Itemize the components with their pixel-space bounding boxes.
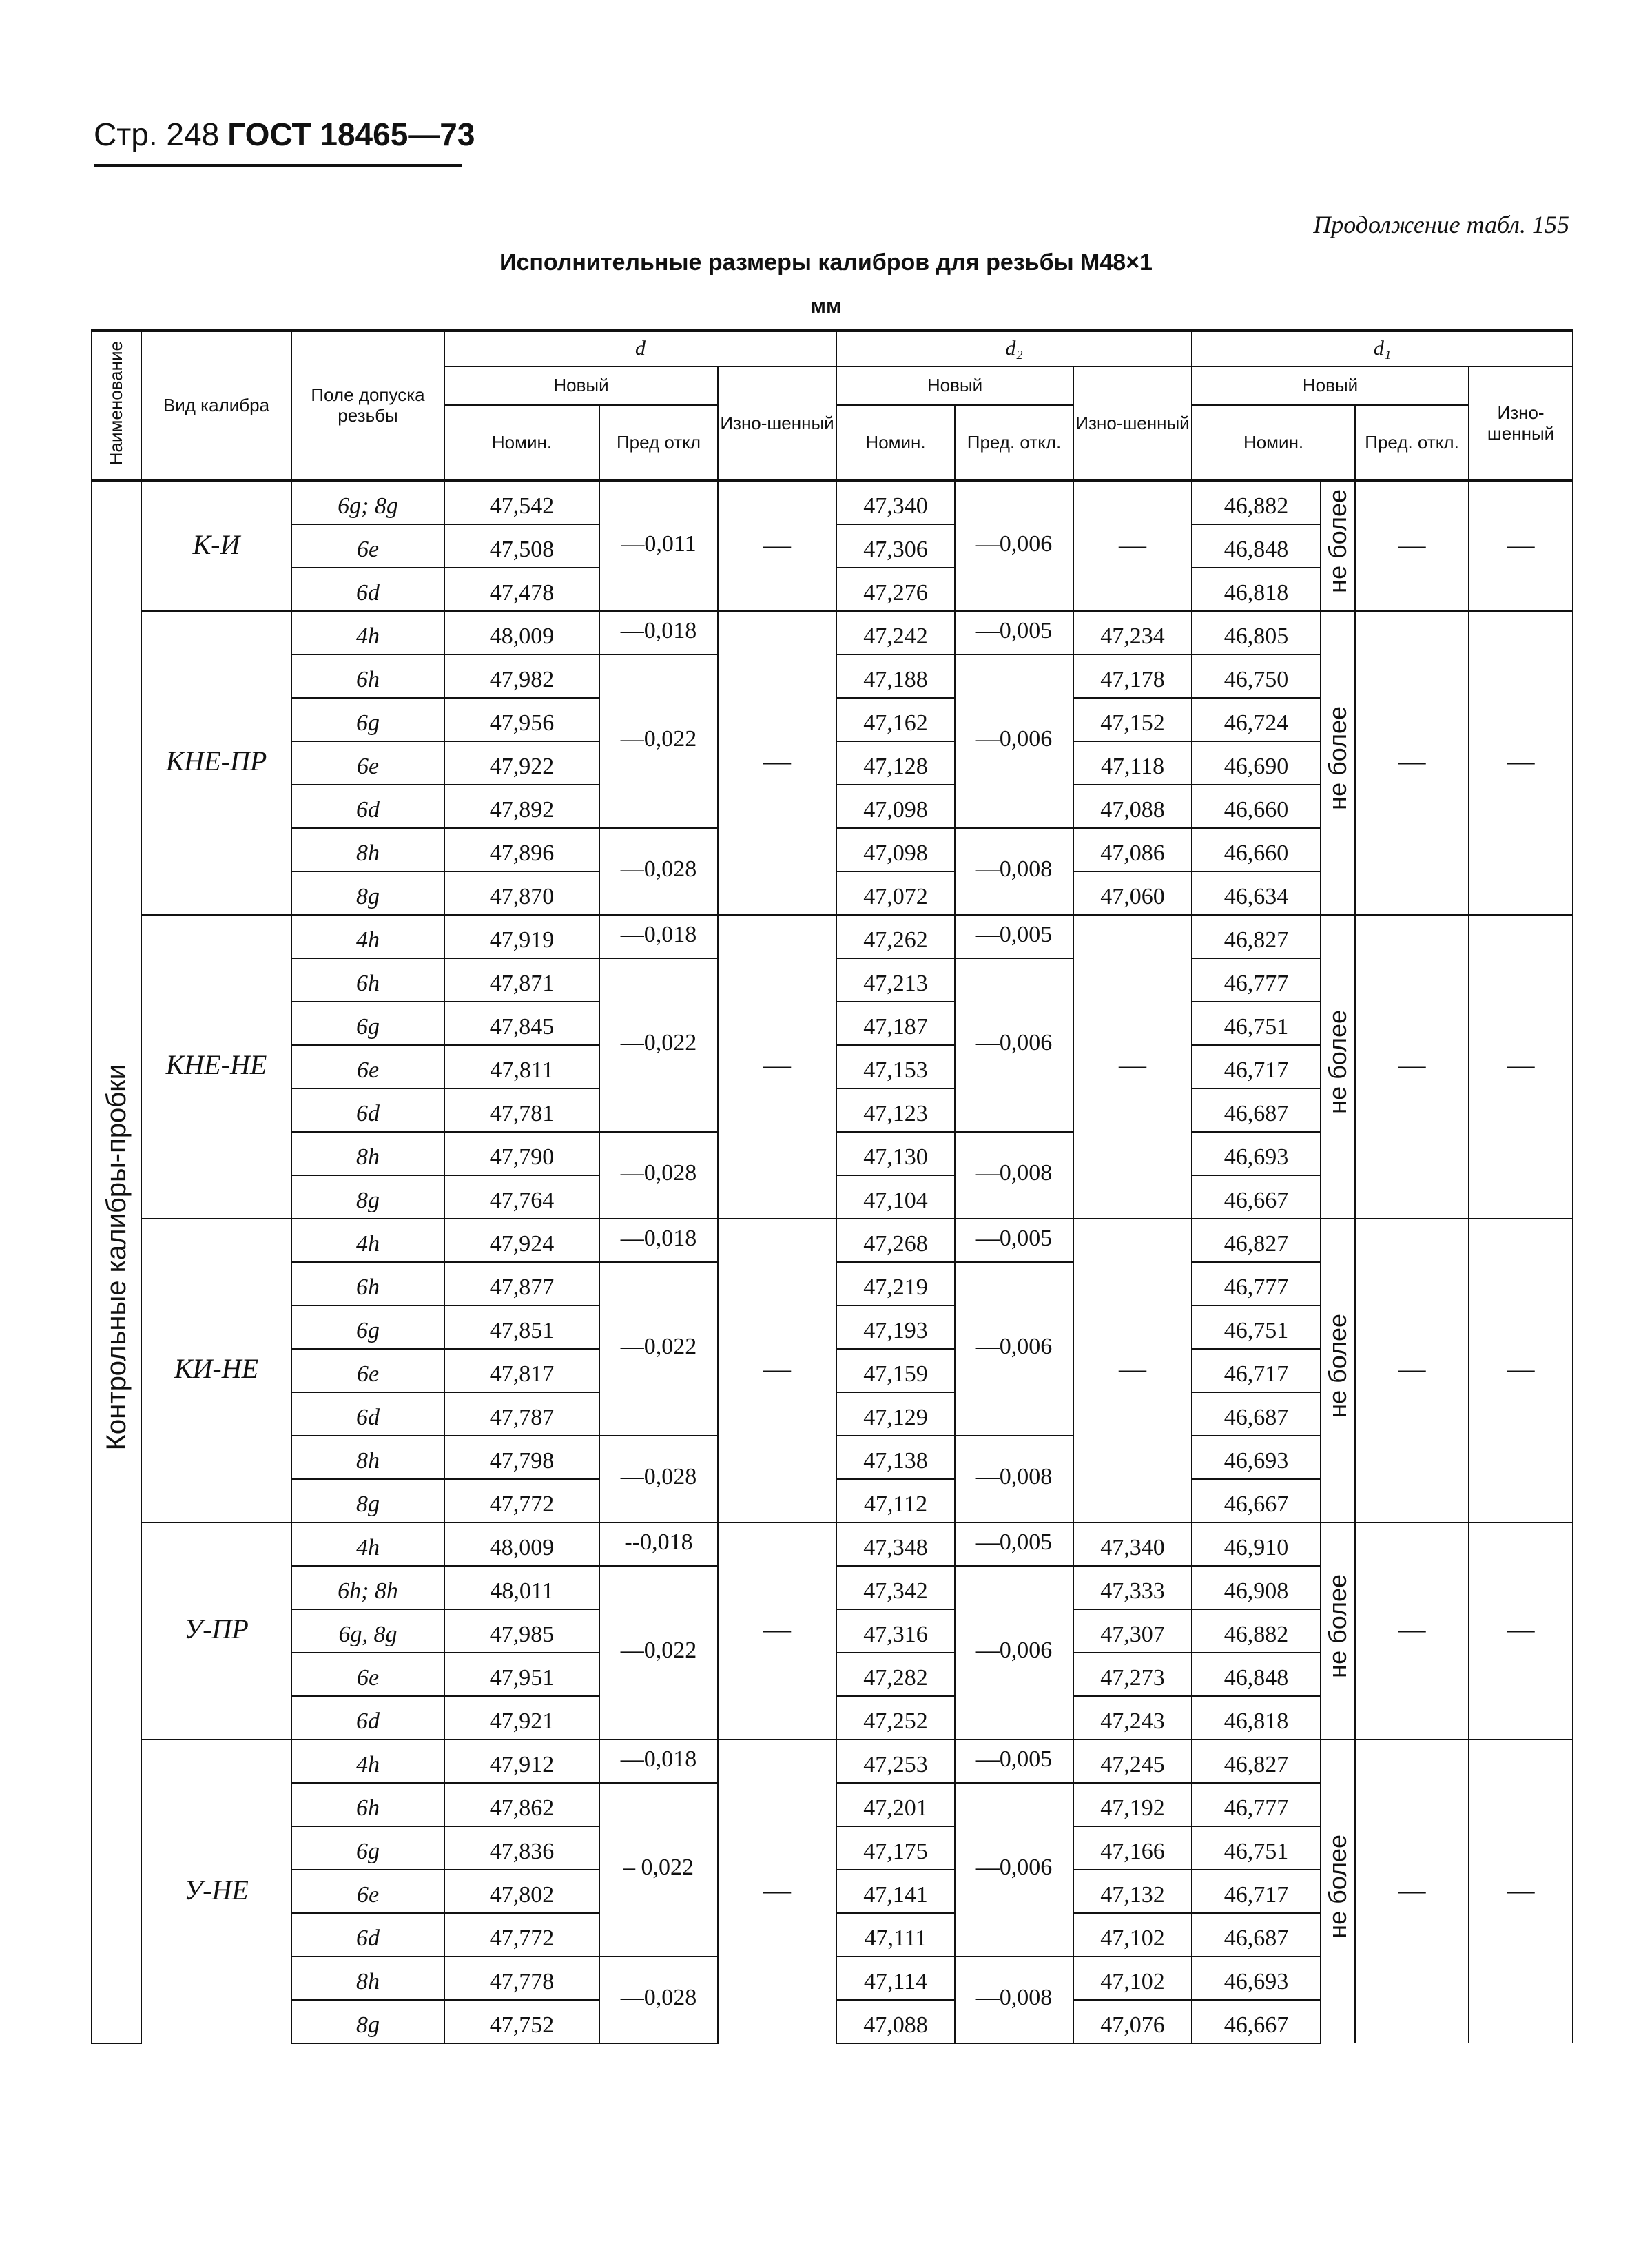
tolerance-field: 6g; 8g	[291, 481, 444, 524]
d2-nominal: 47,138	[836, 1436, 955, 1479]
d2-nominal: 47,348	[836, 1522, 955, 1566]
d2-nominal: 47,072	[836, 871, 955, 915]
header-d2: d₂	[836, 331, 1192, 366]
tolerance-field: 4h	[291, 1739, 444, 1783]
d-nominal: 47,778	[444, 1957, 599, 2000]
tolerance-field: 6g, 8g	[291, 1609, 444, 1653]
d-nominal: 47,845	[444, 1002, 599, 1045]
d1-worn: —	[1469, 1219, 1573, 1522]
d-worn: —	[718, 611, 836, 915]
tolerance-field: 6h	[291, 958, 444, 1002]
d-worn: —	[718, 1219, 836, 1522]
d2-worn: 47,243	[1073, 1696, 1192, 1739]
tolerance-field: 8g	[291, 1479, 444, 1522]
d2-deviation: —0,008	[955, 1957, 1073, 2043]
d1-nominal: 46,634	[1192, 871, 1321, 915]
d1-nominal: 46,693	[1192, 1436, 1321, 1479]
d-nominal: 47,790	[444, 1132, 599, 1175]
header-d-dev: Пред откл	[599, 405, 718, 481]
d1-nominal: 46,848	[1192, 1653, 1321, 1696]
tolerance-field: 6d	[291, 1696, 444, 1739]
d2-nominal: 47,130	[836, 1132, 955, 1175]
d1-nominal: 46,751	[1192, 1826, 1321, 1870]
d2-deviation: —0,005	[955, 1219, 1073, 1262]
tolerance-field: 6e	[291, 741, 444, 785]
header-kind: Вид калибра	[141, 331, 291, 481]
tolerance-field: 6g	[291, 1002, 444, 1045]
d2-worn: —	[1073, 481, 1192, 611]
d-deviation: —0,022	[599, 1262, 718, 1436]
d2-deviation: —0,006	[955, 481, 1073, 611]
d1-nominal: 46,724	[1192, 698, 1321, 741]
d-nominal: 48,009	[444, 1522, 599, 1566]
d-deviation: —0,018	[599, 915, 718, 958]
tolerance-field: 6g	[291, 1305, 444, 1349]
tolerance-field: 8h	[291, 1132, 444, 1175]
d2-nominal: 47,340	[836, 481, 955, 524]
d-nominal: 47,787	[444, 1392, 599, 1436]
d2-nominal: 47,129	[836, 1392, 955, 1436]
d-nominal: 48,009	[444, 611, 599, 654]
header-d1-nom: Номин.	[1192, 405, 1355, 481]
d-nominal: 47,811	[444, 1045, 599, 1088]
d-deviation: —0,022	[599, 654, 718, 828]
d2-nominal: 47,098	[836, 828, 955, 871]
d2-nominal: 47,276	[836, 568, 955, 611]
tolerance-field: 4h	[291, 611, 444, 654]
d-nominal: 47,956	[444, 698, 599, 741]
tolerance-field: 8h	[291, 828, 444, 871]
tolerance-field: 6e	[291, 1349, 444, 1392]
table-row	[92, 1739, 1573, 1783]
d2-worn: 47,273	[1073, 1653, 1192, 1696]
d2-deviation: —0,005	[955, 915, 1073, 958]
gauge-kind: К-И	[141, 481, 291, 611]
side-label-cell: Контрольные калибры-пробки	[92, 481, 141, 2043]
d1-deviation: —	[1355, 1522, 1469, 1739]
d2-worn: 47,192	[1073, 1783, 1192, 1826]
d-nominal: 47,919	[444, 915, 599, 958]
d2-nominal: 47,242	[836, 611, 955, 654]
d2-worn: 47,086	[1073, 828, 1192, 871]
d1-nominal: 46,827	[1192, 1219, 1321, 1262]
d1-nominal: 46,848	[1192, 524, 1321, 568]
tolerance-field: 6h	[291, 1262, 444, 1305]
d1-worn: —	[1469, 481, 1573, 611]
d-deviation: —0,018	[599, 611, 718, 654]
gauge-kind: КНЕ-ПР	[141, 611, 291, 915]
d-deviation: —0,011	[599, 481, 718, 611]
table-body	[92, 481, 1573, 2043]
d2-worn: 47,307	[1073, 1609, 1192, 1653]
d1-nominal: 46,827	[1192, 915, 1321, 958]
tolerance-field: 6d	[291, 1913, 444, 1957]
d2-nominal: 47,153	[836, 1045, 955, 1088]
d2-worn: 47,333	[1073, 1566, 1192, 1609]
table-row	[92, 1219, 1573, 1262]
tolerance-field: 4h	[291, 915, 444, 958]
d-deviation: —0,028	[599, 1436, 718, 1522]
d1-nominal: 46,882	[1192, 1609, 1321, 1653]
not-more-label: не более	[1321, 611, 1355, 915]
d1-nominal: 46,777	[1192, 958, 1321, 1002]
d1-nominal: 46,751	[1192, 1002, 1321, 1045]
d1-worn: —	[1469, 1739, 1573, 2043]
d1-nominal: 46,690	[1192, 741, 1321, 785]
d2-nominal: 47,112	[836, 1479, 955, 1522]
d2-worn: —	[1073, 1219, 1192, 1522]
table-row	[92, 481, 1573, 524]
d2-deviation: —0,006	[955, 1783, 1073, 1957]
d2-nominal: 47,188	[836, 654, 955, 698]
header-d2-worn: Изно-шенный	[1073, 366, 1192, 481]
tolerance-field: 8g	[291, 2000, 444, 2043]
d2-nominal: 47,252	[836, 1696, 955, 1739]
gost-number: ГОСТ 18465—73	[227, 116, 475, 152]
d-nominal: 48,011	[444, 1566, 599, 1609]
d-nominal: 47,851	[444, 1305, 599, 1349]
d1-deviation: —	[1355, 1219, 1469, 1522]
d1-nominal: 46,805	[1192, 611, 1321, 654]
tolerance-field: 8g	[291, 1175, 444, 1219]
tolerance-field: 6d	[291, 785, 444, 828]
d-nominal: 47,924	[444, 1219, 599, 1262]
d-nominal: 47,542	[444, 481, 599, 524]
d2-worn: 47,088	[1073, 785, 1192, 828]
gauge-kind: У-ПР	[141, 1522, 291, 1739]
tolerance-field: 6g	[291, 698, 444, 741]
page-number: Стр. 248	[94, 116, 220, 152]
d1-nominal: 46,827	[1192, 1739, 1321, 1783]
d2-nominal: 47,088	[836, 2000, 955, 2043]
d-nominal: 47,985	[444, 1609, 599, 1653]
d-nominal: 47,896	[444, 828, 599, 871]
d-nominal: 47,870	[444, 871, 599, 915]
d1-nominal: 46,818	[1192, 568, 1321, 611]
d2-worn: 47,245	[1073, 1739, 1192, 1783]
d-deviation: —0,028	[599, 1957, 718, 2043]
d-nominal: 47,781	[444, 1088, 599, 1132]
d2-worn: 47,102	[1073, 1957, 1192, 2000]
d2-nominal: 47,187	[836, 1002, 955, 1045]
table-row	[92, 1522, 1573, 1566]
d2-deviation: —0,006	[955, 958, 1073, 1132]
d2-nominal: 47,098	[836, 785, 955, 828]
d1-nominal: 46,751	[1192, 1305, 1321, 1349]
d-deviation: —0,022	[599, 958, 718, 1132]
d1-deviation: —	[1355, 1739, 1469, 2043]
tolerance-field: 6h; 8h	[291, 1566, 444, 1609]
d-nominal: 47,922	[444, 741, 599, 785]
page-header	[94, 116, 475, 153]
d2-nominal: 47,282	[836, 1653, 955, 1696]
d-nominal: 47,772	[444, 1479, 599, 1522]
d2-deviation: —0,006	[955, 1262, 1073, 1436]
d2-worn: 47,076	[1073, 2000, 1192, 2043]
d1-nominal: 46,908	[1192, 1566, 1321, 1609]
d2-nominal: 47,253	[836, 1739, 955, 1783]
table-title: Исполнительные размеры калибров для резьбы М48×1	[499, 249, 1153, 276]
tolerance-field: 6d	[291, 1088, 444, 1132]
tolerance-field: 4h	[291, 1219, 444, 1262]
d1-worn: —	[1469, 611, 1573, 915]
d2-nominal: 47,123	[836, 1088, 955, 1132]
d1-nominal: 46,717	[1192, 1870, 1321, 1913]
d2-nominal: 47,162	[836, 698, 955, 741]
tolerance-field: 6e	[291, 1045, 444, 1088]
d2-worn: —	[1073, 915, 1192, 1219]
d1-nominal: 46,910	[1192, 1522, 1321, 1566]
gauge-kind: КИ-НЕ	[141, 1219, 291, 1522]
d2-nominal: 47,342	[836, 1566, 955, 1609]
not-more-label: не более	[1321, 481, 1355, 611]
tolerance-field: 8h	[291, 1957, 444, 2000]
d2-nominal: 47,175	[836, 1826, 955, 1870]
d-worn: —	[718, 1522, 836, 1739]
table-row	[92, 611, 1573, 654]
d-worn: —	[718, 1739, 836, 2043]
d-nominal: 47,764	[444, 1175, 599, 1219]
header-rule	[94, 164, 462, 167]
d2-nominal: 47,213	[836, 958, 955, 1002]
d2-nominal: 47,193	[836, 1305, 955, 1349]
d2-worn: 47,340	[1073, 1522, 1192, 1566]
d2-deviation: —0,008	[955, 1132, 1073, 1219]
d2-worn: 47,060	[1073, 871, 1192, 915]
d1-nominal: 46,687	[1192, 1088, 1321, 1132]
d2-nominal: 47,201	[836, 1783, 955, 1826]
d1-nominal: 46,687	[1192, 1913, 1321, 1957]
d2-deviation: —0,005	[955, 611, 1073, 654]
not-more-label: не более	[1321, 1522, 1355, 1739]
d1-nominal: 46,717	[1192, 1045, 1321, 1088]
d2-nominal: 47,159	[836, 1349, 955, 1392]
header-name: Наименование	[92, 331, 141, 481]
header-d-nom: Номин.	[444, 405, 599, 481]
tolerance-field: 6g	[291, 1826, 444, 1870]
header-d1-worn: Изно-шенный	[1469, 366, 1573, 481]
d1-nominal: 46,750	[1192, 654, 1321, 698]
d-nominal: 47,912	[444, 1739, 599, 1783]
d1-nominal: 46,693	[1192, 1957, 1321, 2000]
d-nominal: 47,752	[444, 2000, 599, 2043]
d2-deviation: —0,008	[955, 1436, 1073, 1522]
d2-nominal: 47,104	[836, 1175, 955, 1219]
d1-worn: —	[1469, 915, 1573, 1219]
d2-nominal: 47,128	[836, 741, 955, 785]
tolerance-field: 6e	[291, 524, 444, 568]
units-label: мм	[810, 295, 842, 318]
not-more-label: не более	[1321, 1739, 1355, 2043]
d-nominal: 47,951	[444, 1653, 599, 1696]
tolerance-field: 6e	[291, 1653, 444, 1696]
d1-worn: —	[1469, 1522, 1573, 1739]
d-nominal: 47,508	[444, 524, 599, 568]
d-nominal: 47,798	[444, 1436, 599, 1479]
tolerance-field: 6d	[291, 568, 444, 611]
tolerance-field: 6h	[291, 654, 444, 698]
d1-nominal: 46,717	[1192, 1349, 1321, 1392]
d-deviation: —0,018	[599, 1219, 718, 1262]
d2-nominal: 47,262	[836, 915, 955, 958]
d-nominal: 47,862	[444, 1783, 599, 1826]
gauge-kind: КНЕ-НЕ	[141, 915, 291, 1219]
d1-nominal: 46,667	[1192, 1479, 1321, 1522]
d1-deviation: —	[1355, 611, 1469, 915]
tolerance-field: 8h	[291, 1436, 444, 1479]
d2-worn: 47,132	[1073, 1870, 1192, 1913]
d2-worn: 47,166	[1073, 1826, 1192, 1870]
continuation-note: Продолжение табл. 155	[1313, 211, 1569, 238]
d1-nominal: 46,660	[1192, 785, 1321, 828]
d1-nominal: 46,777	[1192, 1262, 1321, 1305]
d2-nominal: 47,316	[836, 1609, 955, 1653]
d-nominal: 47,871	[444, 958, 599, 1002]
d2-deviation: —0,006	[955, 1566, 1073, 1739]
d-nominal: 47,921	[444, 1696, 599, 1739]
d1-deviation: —	[1355, 481, 1469, 611]
d-deviation: —0,028	[599, 1132, 718, 1219]
d-nominal: 47,817	[444, 1349, 599, 1392]
d1-nominal: 46,693	[1192, 1132, 1321, 1175]
header-d2-new: Новый	[836, 366, 1073, 405]
header-d2-dev: Пред. откл.	[955, 405, 1073, 481]
d1-nominal: 46,777	[1192, 1783, 1321, 1826]
d1-nominal: 46,667	[1192, 2000, 1321, 2043]
d-nominal: 47,982	[444, 654, 599, 698]
d-deviation: —0,022	[599, 1566, 718, 1739]
d1-nominal: 46,660	[1192, 828, 1321, 871]
d-nominal: 47,836	[444, 1826, 599, 1870]
header-d: d	[444, 331, 836, 366]
d-nominal: 47,877	[444, 1262, 599, 1305]
d2-nominal: 47,114	[836, 1957, 955, 2000]
d1-nominal: 46,687	[1192, 1392, 1321, 1436]
d-worn: —	[718, 481, 836, 611]
d1-nominal: 46,818	[1192, 1696, 1321, 1739]
d-nominal: 47,772	[444, 1913, 599, 1957]
table-row	[92, 915, 1573, 958]
d2-worn: 47,102	[1073, 1913, 1192, 1957]
d2-worn: 47,118	[1073, 741, 1192, 785]
d2-nominal: 47,306	[836, 524, 955, 568]
d2-deviation: —0,008	[955, 828, 1073, 915]
d2-worn: 47,234	[1073, 611, 1192, 654]
tolerance-field: 6h	[291, 1783, 444, 1826]
table-header	[92, 331, 1573, 481]
d-deviation: – 0,022	[599, 1783, 718, 1957]
d2-worn: 47,178	[1073, 654, 1192, 698]
d1-deviation: —	[1355, 915, 1469, 1219]
header-d1-new: Новый	[1192, 366, 1469, 405]
not-more-label: не более	[1321, 1219, 1355, 1522]
d2-nominal: 47,268	[836, 1219, 955, 1262]
d2-deviation: —0,006	[955, 654, 1073, 828]
d-deviation: —0,018	[599, 1739, 718, 1783]
tolerance-field: 6d	[291, 1392, 444, 1436]
d2-worn: 47,152	[1073, 698, 1192, 741]
header-d-new: Новый	[444, 366, 718, 405]
d2-deviation: —0,005	[955, 1739, 1073, 1783]
not-more-label: не более	[1321, 915, 1355, 1219]
tolerance-field: 4h	[291, 1522, 444, 1566]
d-nominal: 47,892	[444, 785, 599, 828]
tolerance-field: 8g	[291, 871, 444, 915]
gauge-table	[91, 329, 1573, 2044]
d-nominal: 47,478	[444, 568, 599, 611]
header-tolerance: Поле допуска резьбы	[291, 331, 444, 481]
d2-nominal: 47,219	[836, 1262, 955, 1305]
header-d1: d₁	[1192, 331, 1573, 366]
d2-deviation: —0,005	[955, 1522, 1073, 1566]
d2-nominal: 47,111	[836, 1913, 955, 1957]
header-d1-dev: Пред. откл.	[1355, 405, 1469, 481]
d2-nominal: 47,141	[836, 1870, 955, 1913]
header-d2-nom: Номин.	[836, 405, 955, 481]
d-deviation: —0,028	[599, 828, 718, 915]
d1-nominal: 46,667	[1192, 1175, 1321, 1219]
d-nominal: 47,802	[444, 1870, 599, 1913]
tolerance-field: 6e	[291, 1870, 444, 1913]
header-d-worn: Изно-шенный	[718, 366, 836, 481]
d-deviation: --0,018	[599, 1522, 718, 1566]
gauge-kind: У-НЕ	[141, 1739, 291, 2043]
d-worn: —	[718, 915, 836, 1219]
d1-nominal: 46,882	[1192, 481, 1321, 524]
